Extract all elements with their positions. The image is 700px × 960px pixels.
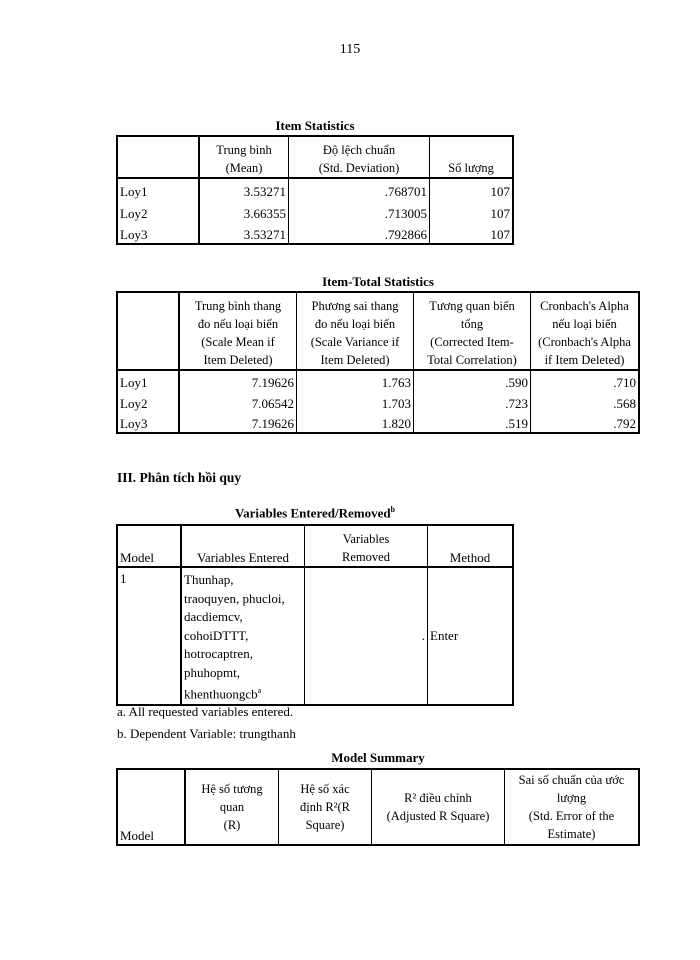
cell-mean: 3.66355 <box>199 200 289 222</box>
header-variables-entered: Variables Entered <box>181 525 305 567</box>
header-scale-variance: Phương sai thang đo nếu loại biến (Scale Variance if Item Deleted) <box>297 292 414 370</box>
cell-scale-variance: 1.763 <box>297 370 414 391</box>
header-empty <box>117 292 179 370</box>
cell-sd: .792866 <box>289 222 430 244</box>
note-b: b. Dependent Variable: trungthanh <box>117 726 296 741</box>
cell-alpha: .792 <box>613 416 636 431</box>
item-statistics-title: Item Statistics <box>275 118 355 133</box>
cell-scale-mean: 7.19626 <box>179 412 297 433</box>
cell-n: 107 <box>490 227 510 242</box>
header-mean: Trung bình (Mean) <box>199 136 289 178</box>
row-label: Loy1 <box>117 370 179 391</box>
cell-sd: .713005 <box>289 200 430 222</box>
item-statistics-table <box>116 135 514 245</box>
header-r-square: Hệ số xác định R²(R Square) <box>279 769 372 845</box>
cell-mean: 3.53271 <box>199 222 289 244</box>
cell-correlation: .723 <box>414 391 531 412</box>
item-total-title: Item-Total Statistics <box>322 274 434 289</box>
header-scale-mean: Trung bình thang đo nếu loại biến (Scale Mean if Item Deleted) <box>179 292 297 370</box>
page-number: 115 <box>339 42 361 57</box>
header-std-error: Sai số chuẩn của ước lượng (Std. Error of the Estimate) <box>518 773 625 841</box>
header-method: Method <box>449 550 491 565</box>
variables-entered-title-sup: b <box>390 505 396 514</box>
cell-method: Enter <box>430 627 459 643</box>
row-label: Loy2 <box>117 200 199 222</box>
cell-mean: 3.53271 <box>199 178 289 200</box>
header-sd: Độ lệch chuẩn (Std. Deviation) <box>289 136 430 178</box>
cell-n: 107 <box>490 206 510 221</box>
cell-alpha: .710 <box>613 375 636 390</box>
cell-scale-mean: 7.19626 <box>179 370 297 391</box>
header-model: Model <box>117 769 185 845</box>
header-r: Hệ số tương quan (R) <box>185 769 279 845</box>
section-heading: III. Phân tích hồi quy <box>117 470 242 485</box>
row-label: Loy3 <box>117 412 179 433</box>
cell-scale-variance: 1.820 <box>297 412 414 433</box>
variables-entered-table <box>116 524 514 706</box>
cell-alpha: .568 <box>613 396 636 411</box>
cell-model: 1 <box>117 567 181 705</box>
variables-entered-list: Thunhap, traoquyen, phucloi, dacdiemcv, cohoiDTTT, hotrocaptren, phuhopmt, khenthuongcb <box>184 572 285 702</box>
cell-correlation: .519 <box>414 412 531 433</box>
cell-variables-removed: . <box>305 567 428 705</box>
model-summary-title: Model Summary <box>331 750 425 765</box>
header-alpha-if-deleted: Cronbach's Alpha nếu loại biến (Cronbach's Alpha if Item Deleted) <box>538 299 631 367</box>
cell-sd: .768701 <box>289 178 430 200</box>
cell-scale-mean: 7.06542 <box>179 391 297 412</box>
model-summary-table <box>116 768 640 846</box>
variables-entered-sup: a <box>257 686 262 695</box>
header-n: Số lượng <box>448 161 494 175</box>
cell-n: 107 <box>490 184 510 199</box>
header-empty <box>117 136 199 178</box>
header-corrected-correlation: Tương quan biến tổng (Corrected Item- Total Correlation) <box>414 292 531 370</box>
cell-correlation: .590 <box>414 370 531 391</box>
header-variables-removed: Variables Removed <box>305 525 428 567</box>
cell-scale-variance: 1.703 <box>297 391 414 412</box>
row-label: Loy1 <box>117 178 199 200</box>
header-model: Model <box>117 525 181 567</box>
cell-variables-entered <box>181 567 305 705</box>
header-adjusted-r-square: R² điều chỉnh (Adjusted R Square) <box>372 769 505 845</box>
note-a: a. All requested variables entered. <box>117 704 294 719</box>
variables-entered-title-text: Variables Entered/Removed <box>234 505 391 521</box>
item-total-table <box>116 291 640 434</box>
row-label: Loy2 <box>117 391 179 412</box>
row-label: Loy3 <box>117 222 199 244</box>
variables-entered-title <box>116 505 514 521</box>
